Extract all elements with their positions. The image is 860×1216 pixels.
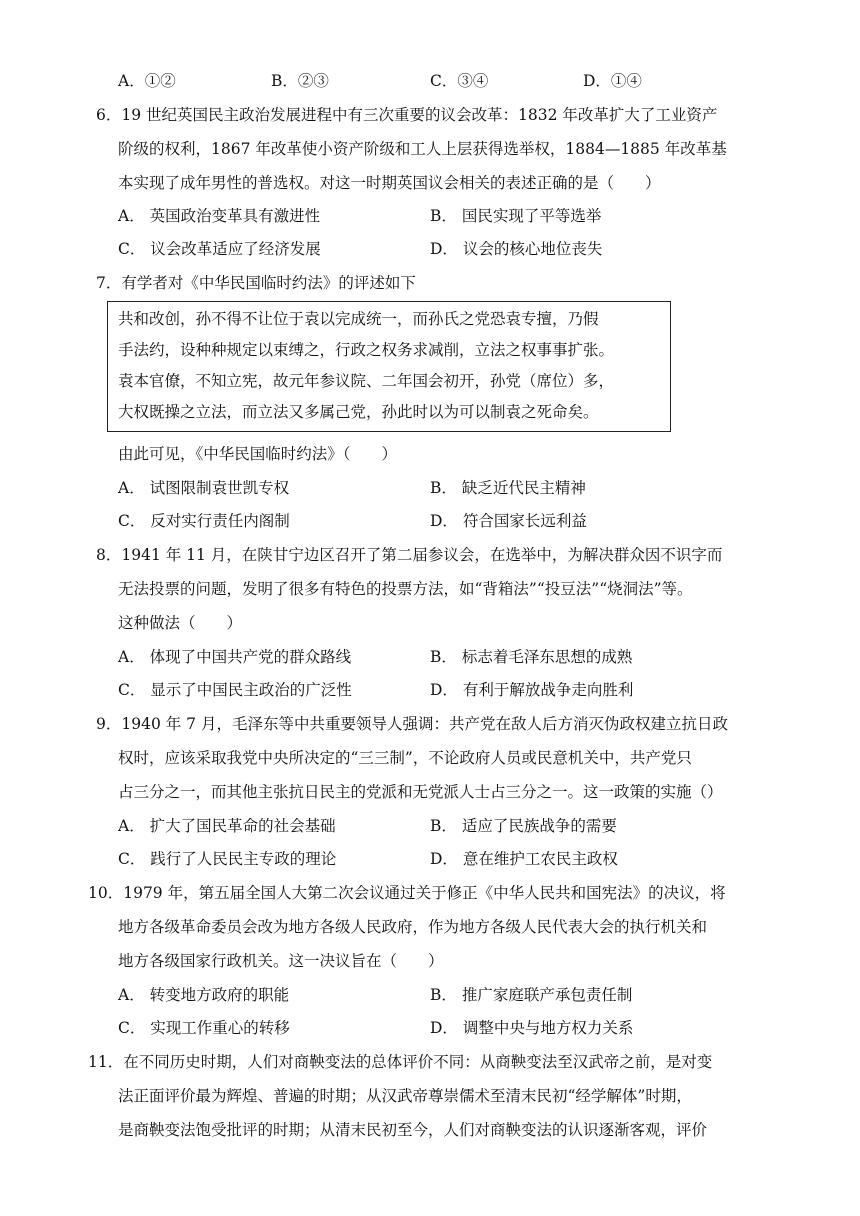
q8-stem-line-2: 无法投票的问题，发明了很多有特色的投票方法，如“背箱法”“投豆法”“烧洞法”等。 — [118, 580, 693, 598]
q6-stem-line-2: 阶级的权利，1867 年改革使小资产阶级和工人上层获得选举权，1884—1885 年改革基 — [118, 140, 727, 158]
q11-stem-line-2: 法正面评价最为辉煌、普遍的时期；从汉武帝尊崇儒术至清末民初“经学解体”时期， — [118, 1087, 692, 1105]
q5-option-a[interactable]: A．①② — [118, 72, 176, 90]
q7-stem-after: 由此可见，《中华民国临时约法》（ ） — [118, 445, 398, 463]
q10-option-d[interactable]: D． 调整中央与地方权力关系 — [430, 1019, 634, 1037]
q9-stem-line-2: 权时，应该采取我党中央所决定的“三三制”，不论政府人员或民意机关中，共产党只 — [118, 749, 692, 767]
q9-stem-line-1: 9．1940 年 7 月，毛泽东等中共重要领导人强调：共产党在敌人后方消灭伪政权建立抗日政 — [96, 715, 728, 733]
q10-option-b[interactable]: B． 推广家庭联产承包责任制 — [430, 986, 633, 1004]
q6-option-a[interactable]: A． 英国政治变革具有激进性 — [118, 207, 321, 225]
q7-option-d[interactable]: D． 符合国家长远利益 — [430, 512, 587, 530]
q8-option-b[interactable]: B． 标志着毛泽东思想的成熟 — [430, 648, 633, 666]
q6-stem-line-3: 本实现了成年男性的普选权。对这一时期英国议会相关的表述正确的是（ ） — [118, 174, 661, 192]
q7-option-a[interactable]: A． 试图限制袁世凯专权 — [118, 479, 290, 497]
q7-quote-line-3: 袁本官僚，不知立宪，故元年参议院、二年国会初开，孙党（席位）多， — [118, 372, 615, 390]
q7-option-b[interactable]: B． 缺乏近代民主精神 — [430, 479, 586, 497]
q10-stem-line-3: 地方各级国家行政机关。这一决议旨在（ ） — [118, 952, 444, 970]
q10-option-c[interactable]: C． 实现工作重心的转移 — [118, 1019, 290, 1037]
q5-option-d[interactable]: D．①④ — [583, 72, 642, 90]
q7-option-c[interactable]: C． 反对实行责任内阁制 — [118, 512, 290, 530]
q8-option-d[interactable]: D． 有利于解放战争走向胜利 — [430, 681, 634, 699]
q9-option-a[interactable]: A． 扩大了国民革命的社会基础 — [118, 817, 336, 835]
q8-stem-line-3: 这种做法（ ） — [118, 614, 243, 632]
q8-option-a[interactable]: A． 体现了中国共产党的群众路线 — [118, 648, 352, 666]
q6-option-d[interactable]: D． 议会的核心地位丧失 — [430, 240, 603, 258]
q7-quote-line-1: 共和改创，孙不得不让位于袁以完成统一，而孙氏之党恐袁专擅，乃假 — [118, 310, 599, 328]
q6-option-c[interactable]: C． 议会改革适应了经济发展 — [118, 240, 321, 258]
q6-stem-line-1: 6．19 世纪英国民主政治发展进程中有三次重要的议会改革：1832 年改革扩大了工业资产 — [96, 106, 718, 124]
q5-option-b[interactable]: B．②③ — [271, 72, 329, 90]
q11-stem-line-3: 是商鞅变法饱受批评的时期；从清末民初至今，人们对商鞅变法的认识逐渐客观，评价 — [118, 1121, 708, 1139]
q7-quote-line-2: 手法约，设种种规定以束缚之，行政之权务求减削，立法之权事事扩张。 — [118, 341, 615, 359]
q11-stem-line-1: 11．在不同历史时期，人们对商鞅变法的总体评价不同：从商鞅变法至汉武帝之前，是对变 — [88, 1053, 713, 1071]
q7-quote-line-4: 大权既操之立法，而立法又多属己党，孙此时以为可以制袁之死命矣。 — [118, 403, 599, 421]
q8-option-c[interactable]: C． 显示了中国民主政治的广泛性 — [118, 681, 352, 699]
q9-stem-line-3: 占三分之一，而其他主张抗日民主的党派和无党派人士占三分之一。这一政策的实施（） — [118, 783, 723, 801]
q10-stem-line-1: 10．1979 年，第五届全国人大第二次会议通过关于修正《中华人民共和国宪法》的决议，将 — [88, 884, 726, 902]
q9-option-d[interactable]: D． 意在维护工农民主政权 — [430, 850, 618, 868]
q9-option-c[interactable]: C． 践行了人民民主专政的理论 — [118, 850, 337, 868]
q7-quote-box — [107, 301, 671, 432]
q9-option-b[interactable]: B． 适应了民族战争的需要 — [430, 817, 617, 835]
q10-option-a[interactable]: A． 转变地方政府的职能 — [118, 986, 290, 1004]
q7-stem-line-1: 7．有学者对《中华民国临时约法》的评述如下 — [96, 274, 416, 292]
q5-option-c[interactable]: C．③④ — [430, 72, 489, 90]
q10-stem-line-2: 地方各级革命委员会改为地方各级人民政府，作为地方各级人民代表大会的执行机关和 — [118, 918, 708, 936]
q6-option-b[interactable]: B． 国民实现了平等选举 — [430, 207, 602, 225]
q8-stem-line-1: 8．1941 年 11 月，在陕甘宁边区召开了第二届参议会，在选举中，为解决群众因不识字而 — [96, 546, 723, 564]
